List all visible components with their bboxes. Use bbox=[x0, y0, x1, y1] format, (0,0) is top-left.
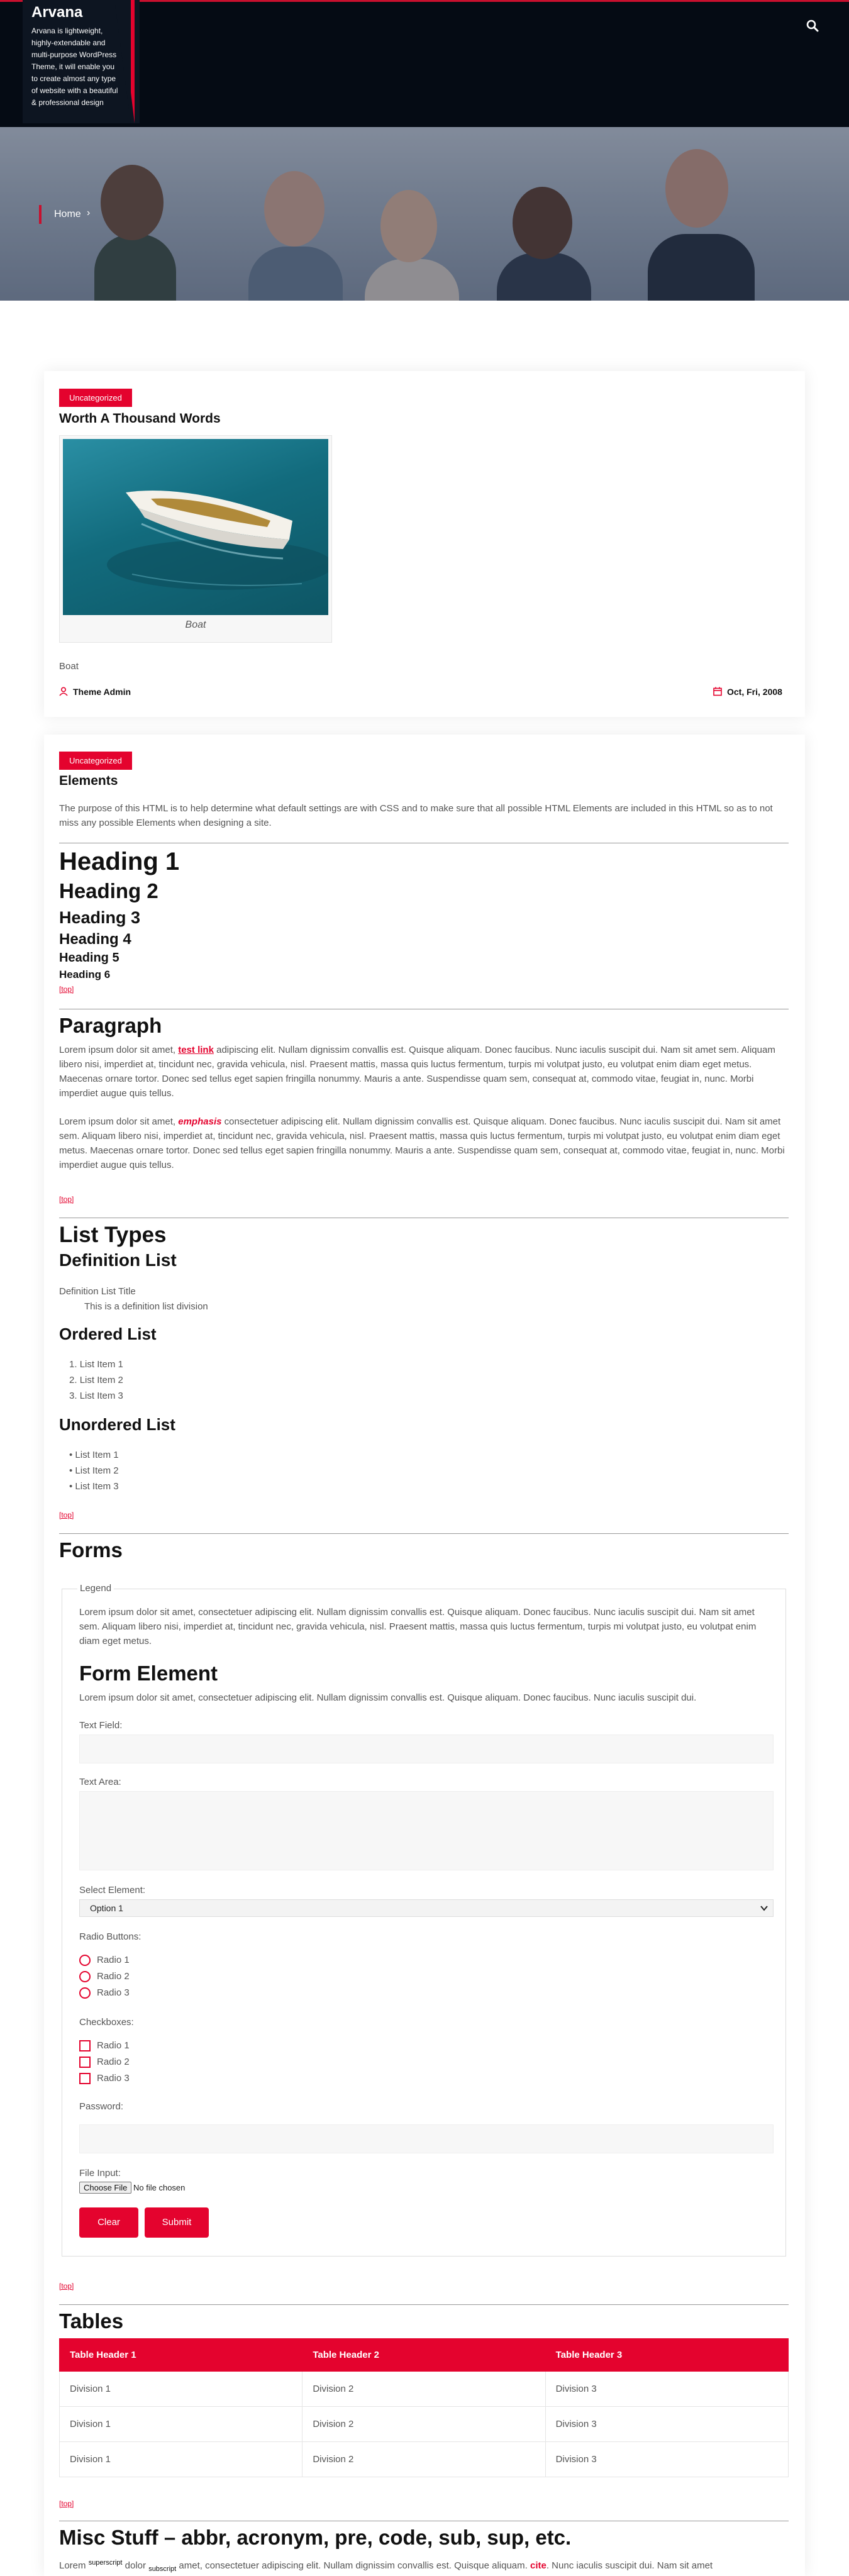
table-row bbox=[60, 2442, 789, 2477]
misc-heading: Misc Stuff – abbr, acronym, pre, code, sub, sup, etc. bbox=[59, 2526, 572, 2549]
heading-2: Heading 2 bbox=[59, 879, 158, 902]
post-excerpt: Boat bbox=[59, 661, 79, 672]
category-badge[interactable]: Uncategorized bbox=[59, 389, 132, 407]
superscript-text: superscript bbox=[88, 2559, 123, 2567]
definition-term: Definition List Title bbox=[59, 1286, 136, 1297]
form-element-text: Lorem ipsum dolor sit amet, consectetuer adipiscing elit. Nullam dignissim convallis est. Quisque aliquam. Donec faucibus. Nunc iaculis suscipit dui. bbox=[79, 1692, 697, 1703]
unordered-list-item: • List Item 1 bbox=[69, 1450, 119, 1460]
heading-6: Heading 6 bbox=[59, 969, 111, 980]
ordered-list-item: 2. List Item 2 bbox=[69, 1375, 123, 1385]
unordered-list-heading: Unordered List bbox=[59, 1415, 175, 1434]
post-author[interactable]: Theme Admin bbox=[73, 687, 131, 697]
table-cell: Division 1 bbox=[60, 2442, 302, 2477]
unordered-list-item: • List Item 3 bbox=[69, 1481, 119, 1492]
tables-heading: Tables bbox=[59, 2309, 124, 2333]
post-date[interactable]: Oct, Fri, 2008 bbox=[727, 687, 782, 697]
forms-heading: Forms bbox=[59, 1538, 123, 1562]
file-input-label: File Input: bbox=[79, 2168, 121, 2179]
select-element[interactable] bbox=[79, 1899, 774, 1917]
boat-image bbox=[63, 439, 328, 615]
checkbox-1-label: Radio 1 bbox=[97, 2040, 130, 2051]
text-area-input[interactable] bbox=[79, 1791, 774, 1870]
radio-2-label: Radio 2 bbox=[97, 1971, 130, 1982]
figure-caption: Boat bbox=[185, 619, 206, 630]
table-cell: Division 1 bbox=[60, 2372, 302, 2407]
hero-banner bbox=[0, 127, 849, 301]
checkboxes-label: Checkboxes: bbox=[79, 2017, 134, 2028]
post-card-worth-a-thousand-words bbox=[44, 371, 805, 717]
breadcrumb-home-link[interactable]: Home bbox=[54, 209, 81, 219]
user-icon bbox=[59, 687, 68, 696]
cite-text: cite bbox=[530, 2560, 547, 2571]
select-value: Option 1 bbox=[90, 1903, 123, 1913]
checkbox-3[interactable] bbox=[79, 2073, 91, 2084]
post-title[interactable]: Elements bbox=[59, 774, 118, 788]
divider bbox=[59, 1533, 789, 1534]
top-link[interactable]: [top] bbox=[59, 2282, 74, 2290]
post-card-elements bbox=[44, 735, 805, 2576]
table-cell: Division 2 bbox=[302, 2372, 545, 2407]
password-label: Password: bbox=[79, 2101, 124, 2112]
post-figure bbox=[59, 435, 332, 643]
radio-1-label: Radio 1 bbox=[97, 1955, 130, 1965]
unordered-list-item: • List Item 2 bbox=[69, 1465, 119, 1476]
intro-paragraph: The purpose of this HTML is to help determine what default settings are with CSS and to make sure that all possible HTML Elements are included in this HTML so as to not miss any possible Elements when designing a site. bbox=[59, 803, 773, 828]
top-link[interactable]: [top] bbox=[59, 1511, 74, 1519]
site-description: Arvana is lightweight, highly-extendable and multi-purpose WordPress Theme, it will enable you to create almost any type of website with a beautiful & professional design bbox=[31, 26, 118, 107]
top-link[interactable]: [top] bbox=[59, 1195, 74, 1204]
paragraph-text-2: Lorem ipsum dolor sit amet, emphasis consectetuer adipiscing elit. Nullam dignissim convallis est. Quisque aliquam. Donec faucibus. Nunc iaculis suscipit dui. Nam sit amet sem. Aliquam libero nisi, imperdiet at, tincidunt nec, gravida vehicula, nisl. Praesent mattis, massa quis luctus fermentum, turpis mi volutpat justo, eu volutpat enim diam eget metus. Maecenas ornare tortor. Donec sed tellus eget sapien fringilla nonummy. Mauris a ante. Suspendisse quam sem, consequat at, commodo vitae, feugiat in, nunc. Morbi imperdiet augue quis tellus. bbox=[59, 1116, 785, 1170]
table-row bbox=[60, 2407, 789, 2442]
table-header: Table Header 2 bbox=[302, 2339, 545, 2372]
radio-1[interactable] bbox=[79, 1955, 91, 1966]
definition-list-heading: Definition List bbox=[59, 1250, 177, 1270]
ordered-list-item: 3. List Item 3 bbox=[69, 1391, 123, 1401]
table-header: Table Header 1 bbox=[60, 2339, 302, 2372]
boat-illustration bbox=[63, 439, 328, 615]
table-cell: Division 1 bbox=[60, 2407, 302, 2442]
emphasis-text: emphasis bbox=[178, 1116, 222, 1127]
checkbox-1[interactable] bbox=[79, 2040, 91, 2051]
heading-3: Heading 3 bbox=[59, 908, 141, 927]
radio-2[interactable] bbox=[79, 1971, 91, 1982]
paragraph-text-1: Lorem ipsum dolor sit amet, test link adipiscing elit. Nullam dignissim convallis est. Quisque aliquam. Donec faucibus. Nunc iaculis suscipit dui. Nam sit amet sem. Aliquam libero nisi, imperdiet at, tincidunt nec, gravida vehicula, nisl. Praesent mattis, massa quis luctus fermentum, turpis mi volutpat justo, eu volutpat enim diam eget metus. Maecenas ornare tortor. Donec sed tellus eget sapien fringilla nonummy. Mauris a ante. Suspendisse quam sem, consequat at, commodo vitae, feugiat in, nunc. Morbi imperdiet augue quis tellus. bbox=[59, 1045, 775, 1099]
password-input[interactable] bbox=[79, 2124, 774, 2153]
select-label: Select Element: bbox=[79, 1885, 146, 1896]
heading-5: Heading 5 bbox=[59, 951, 119, 965]
heading-4: Heading 4 bbox=[59, 931, 131, 948]
definition-description: This is a definition list division bbox=[84, 1301, 208, 1312]
legend-text: Lorem ipsum dolor sit amet, consectetuer adipiscing elit. Nullam dignissim convallis est. Quisque aliquam. Donec faucibus. Nunc iaculis suscipit dui. Nam sit amet sem. Aliquam libero nisi, imperdiet at, tincidunt nec, gravida vehicula, nisl. Praesent mattis, massa quis luctus fermentum, turpis mi volutpat justo, eu volutpat enim diam eget metus. bbox=[79, 1607, 757, 1646]
table-cell: Division 3 bbox=[545, 2372, 788, 2407]
breadcrumb-separator: › bbox=[87, 208, 91, 218]
top-link[interactable]: [top] bbox=[59, 2499, 74, 2508]
table-cell: Division 2 bbox=[302, 2442, 545, 2477]
ordered-list-heading: Ordered List bbox=[59, 1324, 157, 1343]
calendar-icon bbox=[713, 687, 722, 696]
list-types-heading: List Types bbox=[59, 1223, 167, 1247]
radio-3[interactable] bbox=[79, 1987, 91, 1999]
file-status: No file chosen bbox=[133, 2183, 186, 2192]
text-field-label: Text Field: bbox=[79, 1720, 123, 1731]
table-cell: Division 3 bbox=[545, 2442, 788, 2477]
subscript-text: subscript bbox=[148, 2565, 177, 2573]
submit-button[interactable]: Submit bbox=[145, 2207, 209, 2238]
fieldset-legend: Legend bbox=[77, 1583, 114, 1594]
text-area-label: Text Area: bbox=[79, 1777, 121, 1787]
table-header: Table Header 3 bbox=[545, 2339, 788, 2372]
misc-paragraph: Lorem $^{superscript}$ dolor $_{subscript}$ amet, consectetuer adipiscing elit. Nullam dignissim convallis est. Quisque aliquam. cite. Nunc iaculis suscipit dui. Nam sit amet bbox=[59, 2559, 713, 2573]
checkbox-3-label: Radio 3 bbox=[97, 2073, 130, 2084]
table-row bbox=[60, 2372, 789, 2407]
site-title[interactable]: Arvana bbox=[31, 4, 83, 21]
text-field-input[interactable] bbox=[79, 1735, 774, 1763]
category-badge[interactable]: Uncategorized bbox=[59, 752, 132, 770]
sample-table bbox=[59, 2338, 789, 2477]
top-link[interactable]: [top] bbox=[59, 985, 74, 994]
table-cell: Division 3 bbox=[545, 2407, 788, 2442]
paragraph-heading: Paragraph bbox=[59, 1014, 162, 1037]
checkbox-2[interactable] bbox=[79, 2057, 91, 2068]
clear-button[interactable]: Clear bbox=[79, 2207, 138, 2238]
breadcrumb-accent bbox=[39, 205, 42, 224]
form-fieldset bbox=[62, 1583, 786, 2257]
radio-buttons-label: Radio Buttons: bbox=[79, 1931, 142, 1942]
checkbox-2-label: Radio 2 bbox=[97, 2057, 130, 2067]
search-icon[interactable] bbox=[806, 19, 819, 33]
table-cell: Division 2 bbox=[302, 2407, 545, 2442]
radio-3-label: Radio 3 bbox=[97, 1987, 130, 1998]
table-header-row bbox=[60, 2339, 789, 2372]
form-element-heading: Form Element bbox=[79, 1662, 218, 1685]
ordered-list-item: 1. List Item 1 bbox=[69, 1359, 123, 1370]
heading-1: Heading 1 bbox=[59, 848, 180, 875]
test-link[interactable]: test link bbox=[178, 1045, 214, 1055]
chevron-down-icon bbox=[760, 1906, 768, 1911]
divider bbox=[59, 2304, 789, 2305]
post-title[interactable]: Worth A Thousand Words bbox=[59, 411, 221, 426]
choose-file-button[interactable]: Choose File bbox=[79, 2182, 131, 2194]
